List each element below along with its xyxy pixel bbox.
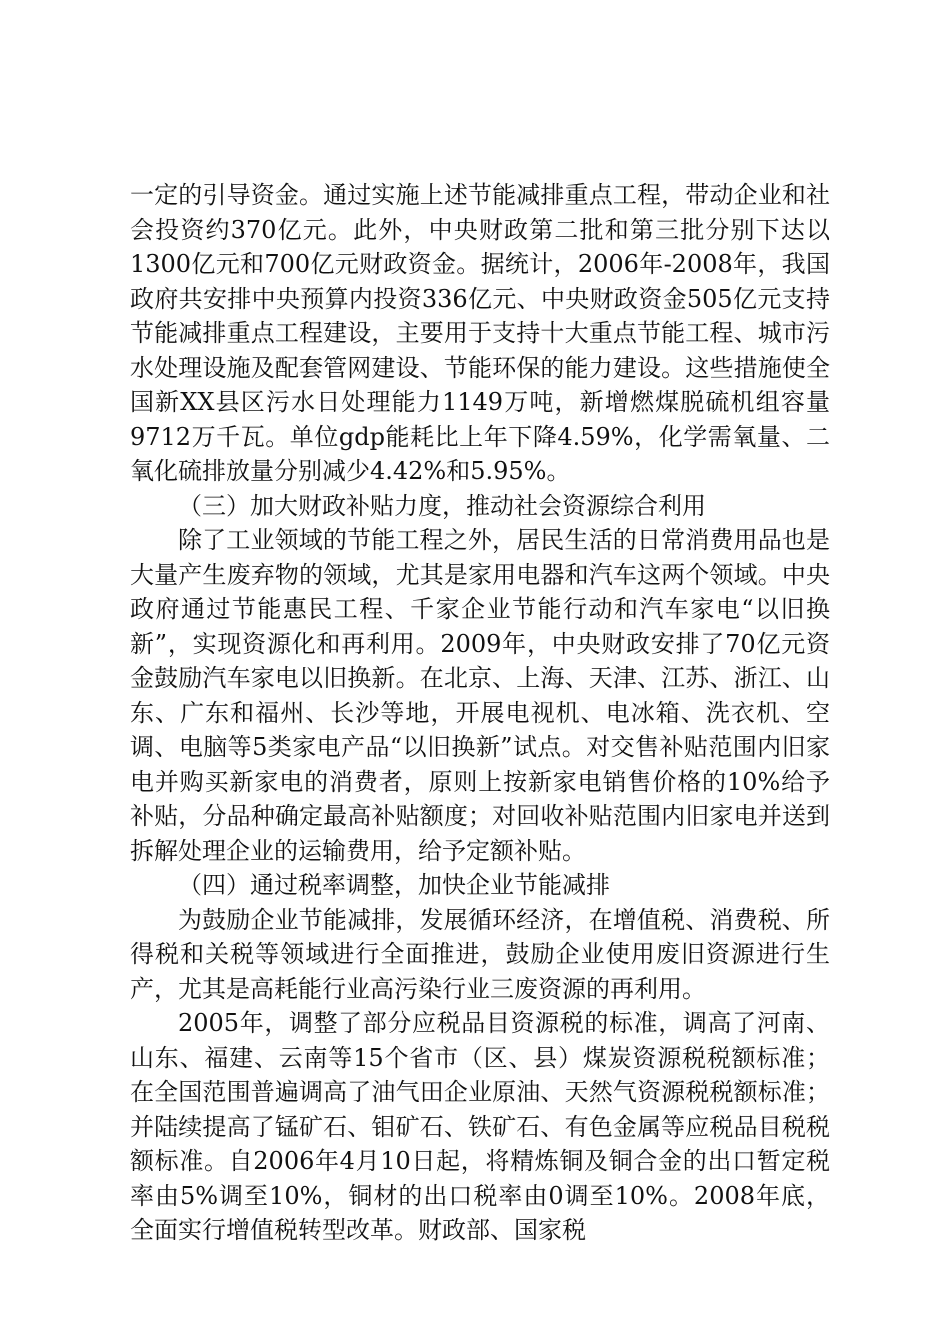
section-heading-4: （四）通过税率调整，加快企业节能减排 — [178, 871, 610, 899]
paragraph-tax-adjustments: 2005年，调整了部分应税品目资源税的标准，调高了河南、山东、福建、云南等15个省市（区、县）煤炭资源税税额标准；在全国范围普遍调高了油气田企业原油、天然气资源税税额标准；并陆续提高了锰矿石、钼矿石、铁矿石、有色金属等应税品目税税额标准。自2006年4月10日起，将精炼铜及铜合金的出口暂定税率由5%调至10%，铜材的出口税率由0调至10%。2008年底，全面实行增值税转型改革。财政部、国家税 — [130, 1009, 830, 1244]
section-heading-3: （三）加大财政补贴力度，推动社会资源综合利用 — [178, 491, 706, 520]
paragraph-tax-intro: 为鼓励企业节能减排，发展循环经济，在增值税、消费税、所得税和关税等领域进行全面推进，鼓励企业使用废旧资源进行生产，尤其是高耗能行业高污染行业三废资源的再利用。 — [130, 905, 830, 1003]
paragraph-investment-results: 一定的引导资金。通过实施上述节能减排重点工程，带动企业和社会投资约370亿元。此外，中央财政第二批和第三批分别下达以1300亿元和700亿元财政资金。据统计，2006年-2008年，我国政府共安排中央预算内投资336亿元、中央财政资金505亿元支持节能减排重点工程建设，主要用于支持十大重点节能工程、城市污水处理设施及配套管网建设、节能环保的能力建设。这些措施使全国新XX县区污水日处理能力1149万吨，新增燃煤脱硫机组容量9712万千瓦。单位gdp能耗比上年下降4.59%，化学需氧量、二氧化硫排放量分别减少4.42%和5.95%。 — [130, 181, 830, 485]
paragraph-subsidy: 除了工业领域的节能工程之外，居民生活的日常消费用品也是大量产生废弃物的领域，尤其是家用电器和汽车这两个领域。中央政府通过节能惠民工程、千家企业节能行动和汽车家电“以旧换新”，实现资源化和再利用。2009年，中央财政安排了70亿元资金鼓励汽车家电以旧换新。在北京、上海、天津、江苏、浙江、山东、广东和福州、长沙等地，开展电视机、电冰箱、洗衣机、空调、电脑等5类家电产品“以旧换新”试点。对交售补贴范围内旧家电并购买新家电的消费者，原则上按新家电销售价格的10%给予补贴，分品种确定最高补贴额度；对回收补贴范围内旧家电并送到拆解处理企业的运输费用，给予定额补贴。 — [130, 526, 830, 865]
document-body — [130, 178, 830, 1248]
